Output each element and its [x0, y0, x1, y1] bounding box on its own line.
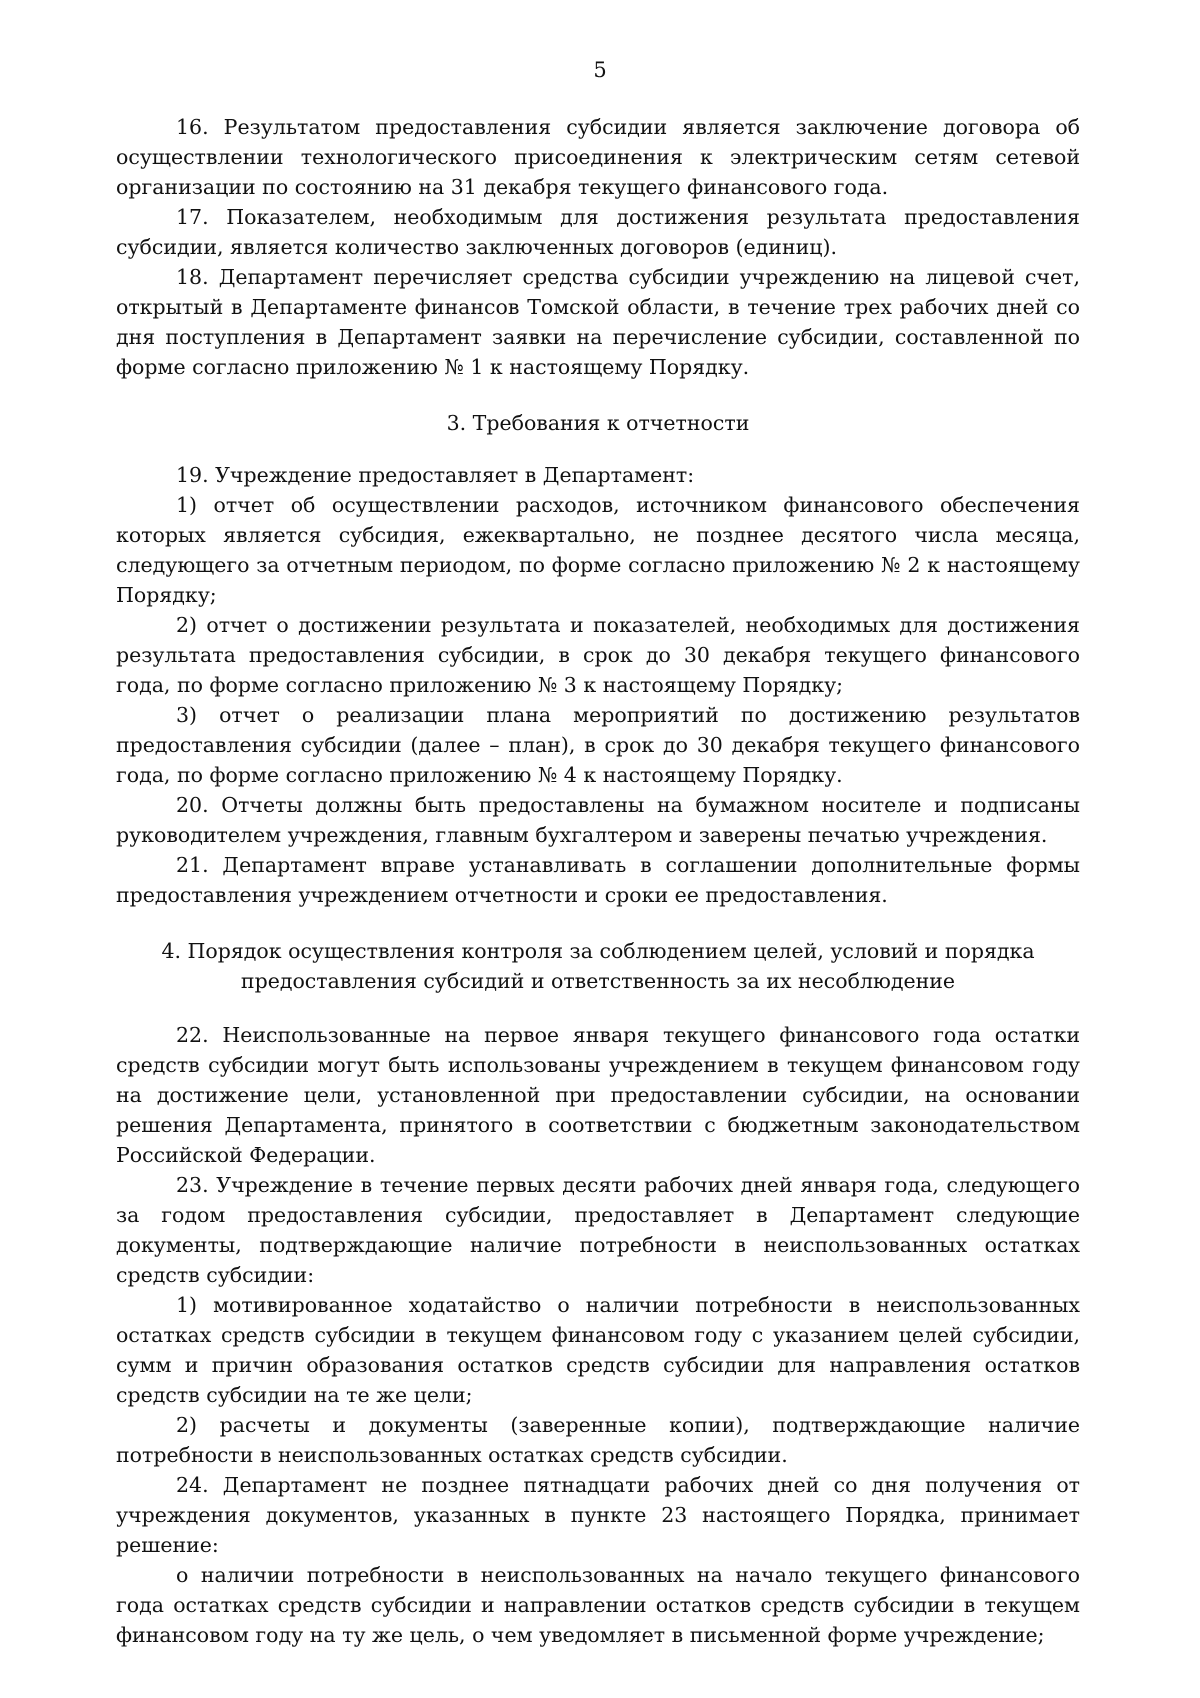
- paragraph-23-item-1: 1) мотивированное ходатайство о наличии потребности в неиспользованных остатках средств субсидии в текущем финансовом году с указанием целей субсидии, сумм и причин образования остатков средств субсидии для направления остатков средств субсидии на те же цели;: [116, 1293, 1080, 1407]
- paragraph-19-item-1: 1) отчет об осуществлении расходов, источником финансового обеспечения которых является субсидия, ежеквартально, не позднее десятого числа месяца, следующего за отчетным периодом, по форме согласно приложению № 2 к настоящему Порядку;: [116, 493, 1080, 607]
- paragraph-19: 19. Учреждение предоставляет в Департамент:: [176, 463, 695, 487]
- section-4-heading-line-2: предоставления субсидий и ответственность за их несоблюдение: [240, 969, 956, 993]
- document-body: [116, 112, 1080, 1650]
- paragraph-24: 24. Департамент не позднее пятнадцати рабочих дней со дня получения от учреждения документов, указанных в пункте 23 настоящего Порядка, принимает решение:: [116, 1473, 1080, 1557]
- paragraph-22: 22. Неиспользованные на первое января текущего финансового года остатки средств субсидии могут быть использованы учреждением в текущем финансовом году на достижение цели, установленной при предоставлении субсидии, на основании решения Департамента, принятого в соответствии с бюджетным законодательством Российской Федерации.: [116, 1023, 1080, 1167]
- section-3-heading: 3. Требования к отчетности: [446, 411, 750, 435]
- paragraph-16: 16. Результатом предоставления субсидии является заключение договора об осуществлении технологического присоединения к электрическим сетям сетевой организации по состоянию на 31 декабря текущего финансового года.: [116, 115, 1080, 199]
- paragraph-19-item-2: 2) отчет о достижении результата и показателей, необходимых для достижения результата предоставления субсидии, в срок до 30 декабря текущего финансового года, по форме согласно приложению № 3 к настоящему Порядку;: [116, 613, 1080, 697]
- paragraph-21: 21. Департамент вправе устанавливать в соглашении дополнительные формы предоставления учреждением отчетности и сроки ее предоставления.: [116, 853, 1080, 907]
- page-number: 5: [593, 58, 607, 82]
- paragraph-24-decision-1: о наличии потребности в неиспользованных на начало текущего финансового года остатках средств субсидии и направлении остатков средств субсидии в текущем финансовом году на ту же цель, о чем уведомляет в письменной форме учреждение;: [116, 1563, 1080, 1647]
- section-4-heading-line-1: 4. Порядок осуществления контроля за соблюдением целей, условий и порядка: [161, 939, 1035, 963]
- paragraph-17: 17. Показателем, необходимым для достижения результата предоставления субсидии, является количество заключенных договоров (единиц).: [116, 205, 1080, 259]
- paragraph-18: 18. Департамент перечисляет средства субсидии учреждению на лицевой счет, открытый в Департаменте финансов Томской области, в течение трех рабочих дней со дня поступления в Департамент заявки на перечисление субсидии, составленной по форме согласно приложению № 1 к настоящему Порядку.: [116, 265, 1080, 379]
- paragraph-19-item-3: 3) отчет о реализации плана мероприятий по достижению результатов предоставления субсидии (далее – план), в срок до 30 декабря текущего финансового года, по форме согласно приложению № 4 к настоящему Порядку.: [116, 703, 1080, 787]
- paragraph-23: 23. Учреждение в течение первых десяти рабочих дней января года, следующего за годом предоставления субсидии, предоставляет в Департамент следующие документы, подтверждающие наличие потребности в неиспользованных остатках средств субсидии:: [116, 1173, 1080, 1287]
- paragraph-20: 20. Отчеты должны быть предоставлены на бумажном носителе и подписаны руководителем учреждения, главным бухгалтером и заверены печатью учреждения.: [116, 793, 1080, 847]
- paragraph-23-item-2: 2) расчеты и документы (заверенные копии), подтверждающие наличие потребности в неиспользованных остатках средств субсидии.: [116, 1413, 1080, 1467]
- section-4-heading: [116, 936, 1080, 996]
